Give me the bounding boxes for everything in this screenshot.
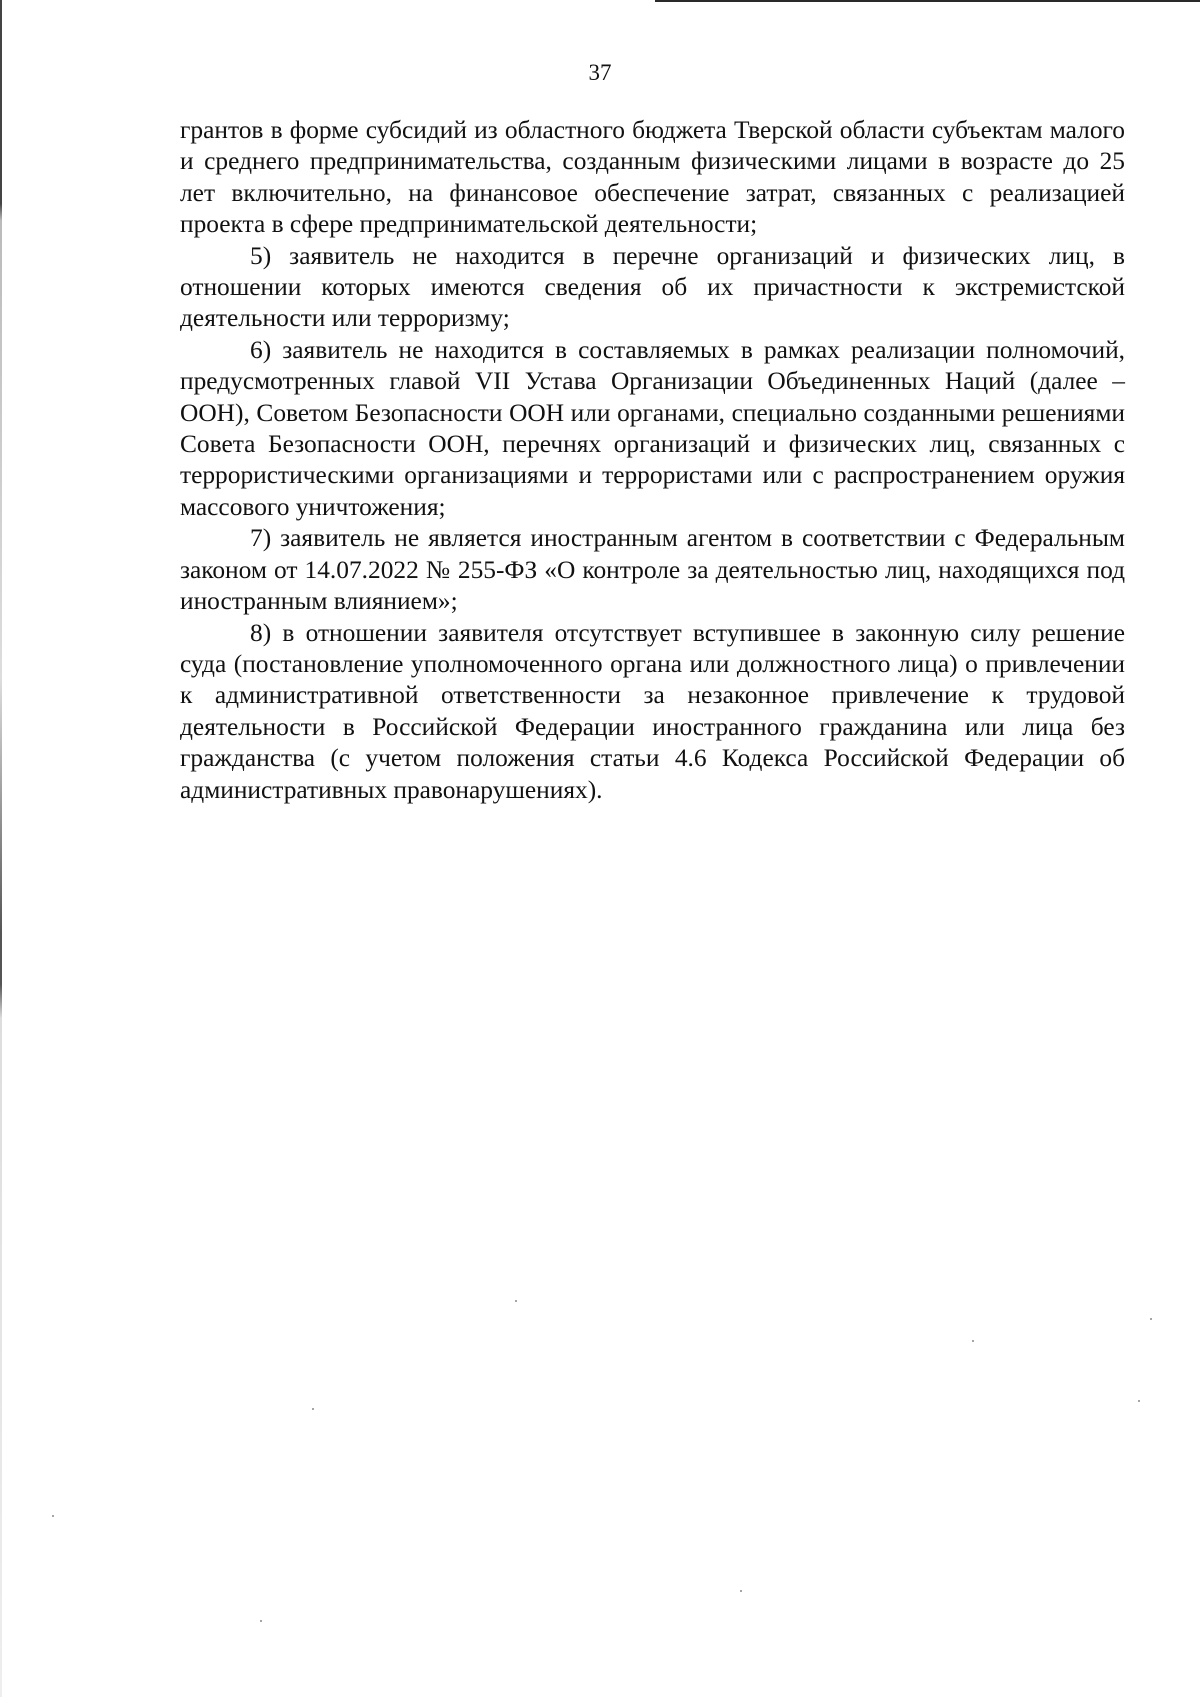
scan-edge-top (655, 0, 1200, 2)
paragraph-continuation: грантов в форме субсидий из областного бюджета Тверской области субъектам малого и среднего предпринимательства, созданным физическими лицами в возрасте до 25 лет включительно, на финансовое обеспечение затрат, связанных с реализацией проекта в сфере предпринимательской деятельности; (180, 116, 1125, 239)
scan-speck (515, 1300, 517, 1302)
paragraph-item-8: 8) в отношении заявителя отсутствует вступившее в законную силу решение суда (постановление уполномоченного органа или должностного лица) о привлечении к административной ответственности за незаконное привлечение к трудовой деятельности в Российской Федерации иностранного гражданина или лица без гражданства (с учетом положения статьи 4.6 Кодекса Российской Федерации об административных правонарушениях). (180, 618, 1125, 804)
paragraph-item-5: 5) заявитель не находится в перечне организаций и физических лиц, в отношении которых имеются сведения об их причастности к экстремистской деятельности или терроризму; (180, 241, 1125, 333)
document-body (180, 115, 1125, 806)
scan-speck (260, 1620, 262, 1622)
scan-edge-left (0, 0, 2, 1697)
scan-speck (972, 1340, 974, 1342)
scan-speck (1138, 1400, 1140, 1402)
scan-speck (52, 1515, 54, 1517)
scan-speck (312, 1408, 314, 1410)
paragraph-item-6: 6) заявитель не находится в составляемых в рамках реализации полномочий, предусмотренных главой VII Устава Организации Объединенных Наций (далее – ООН), Советом Безопасности ООН или органами, специально созданными решениями Совета Безопасности ООН, перечнях организаций и физических лиц, связанных с террористическими организациями и террористами или с распространением оружия массового уничтожения; (180, 335, 1125, 521)
page-number: 37 (588, 60, 612, 85)
scan-speck (740, 1590, 742, 1592)
scan-speck (1150, 1318, 1152, 1320)
paragraph-item-7: 7) заявитель не является иностранным агентом в соответствии с Федеральным законом от 14.07.2022 № 255-ФЗ «О контроле за деятельностью лиц, находящихся под иностранным влиянием»; (180, 524, 1125, 616)
